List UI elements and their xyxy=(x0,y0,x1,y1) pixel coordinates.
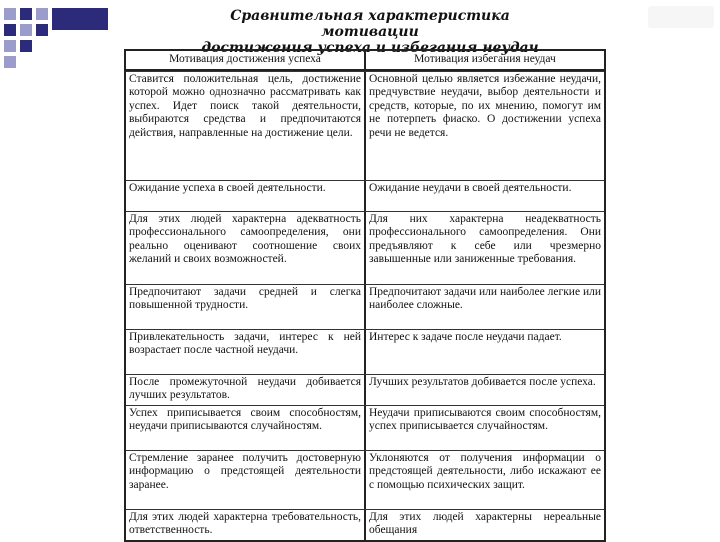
cell-failure: Предпочитают задачи или наиболее легкие или наиболее сложные. xyxy=(369,285,601,312)
table-header xyxy=(126,51,604,71)
cell-failure: Для них характерна неадекватность профессионального самоопределения. Они предъявляют к себе или чрезмерно завышенные или заниженные требования. xyxy=(369,212,601,266)
cell-success: Для этих людей характерна адекватность профессионального самоопределения, они реально оценивают соотношение своих желаний и своих возможностей. xyxy=(126,212,366,284)
table-row xyxy=(126,329,604,374)
cell-success: Ожидание успеха в своей деятельности. xyxy=(126,181,366,211)
decor-square xyxy=(4,8,16,20)
table-row xyxy=(126,509,604,540)
decor-square xyxy=(20,40,32,52)
cell-failure: Для этих людей характерны нереальные обещания xyxy=(369,510,601,537)
cell-failure: Основной целью является избежание неудачи, предчувствие неудачи, выбор деятельности и средств, которые, по их мнению, помогут им не потерпеть фиаско. О достижении успеха речи не ведется. xyxy=(369,72,601,139)
cell-success: Для этих людей характерна требовательность, ответственность. xyxy=(126,510,366,540)
table-row xyxy=(126,374,604,405)
comparison-table xyxy=(124,49,606,542)
decor-square xyxy=(20,8,32,20)
cell-success: Ставится положительная цель, достижение которой можно однозначно рассматривать как успех. Идет поиск такой деятельности, выбираются средства и предпочитаются действия, направленные на достижение цели. xyxy=(126,72,366,180)
title-line-2: достижения успеха и избегания неудач xyxy=(201,40,539,56)
table-row xyxy=(126,211,604,284)
cell-failure: Неудачи приписываются своим способностям, успех приписывается случайностям. xyxy=(369,406,601,433)
table-row xyxy=(126,284,604,329)
decor-square xyxy=(4,24,16,36)
title-line-1: Сравнительная характеристика мотивации xyxy=(230,8,510,40)
table-row xyxy=(126,180,604,211)
cell-success: Стремление заранее получить достоверную информацию о предстоящей деятельности заранее. xyxy=(126,451,366,509)
table-row xyxy=(126,450,604,509)
header-success: Мотивация достижения успеха xyxy=(126,51,366,69)
decor-square xyxy=(36,8,48,20)
decor-square xyxy=(36,24,48,36)
cell-success: Привлекательность задачи, интерес к ней возрастает после частной неудачи. xyxy=(126,330,366,374)
cell-failure: Интерес к задаче после неудачи падает. xyxy=(369,330,562,343)
decor-bar xyxy=(52,8,108,30)
decor-square xyxy=(4,40,16,52)
cell-success: Успех приписывается своим способностям, неудачи приписываются случайностям. xyxy=(126,406,366,450)
decor-square xyxy=(20,24,32,36)
table-row xyxy=(126,405,604,450)
table-row xyxy=(126,71,604,180)
cell-failure: Уклоняются от получения информации о предстоящей деятельности, либо искажают ее с помощью психических защит. xyxy=(369,451,601,491)
cell-failure: Ожидание неудачи в своей деятельности. xyxy=(369,181,572,194)
cell-success: После промежуточной неудачи добивается лучших результатов. xyxy=(126,375,366,405)
decor-square xyxy=(4,56,16,68)
decor-corner xyxy=(648,6,714,28)
cell-success: Предпочитают задачи средней и слегка повышенной трудности. xyxy=(126,285,366,329)
header-failure: Мотивация избегания неудач xyxy=(414,53,556,65)
cell-failure: Лучших результатов добивается после успеха. xyxy=(369,375,596,388)
